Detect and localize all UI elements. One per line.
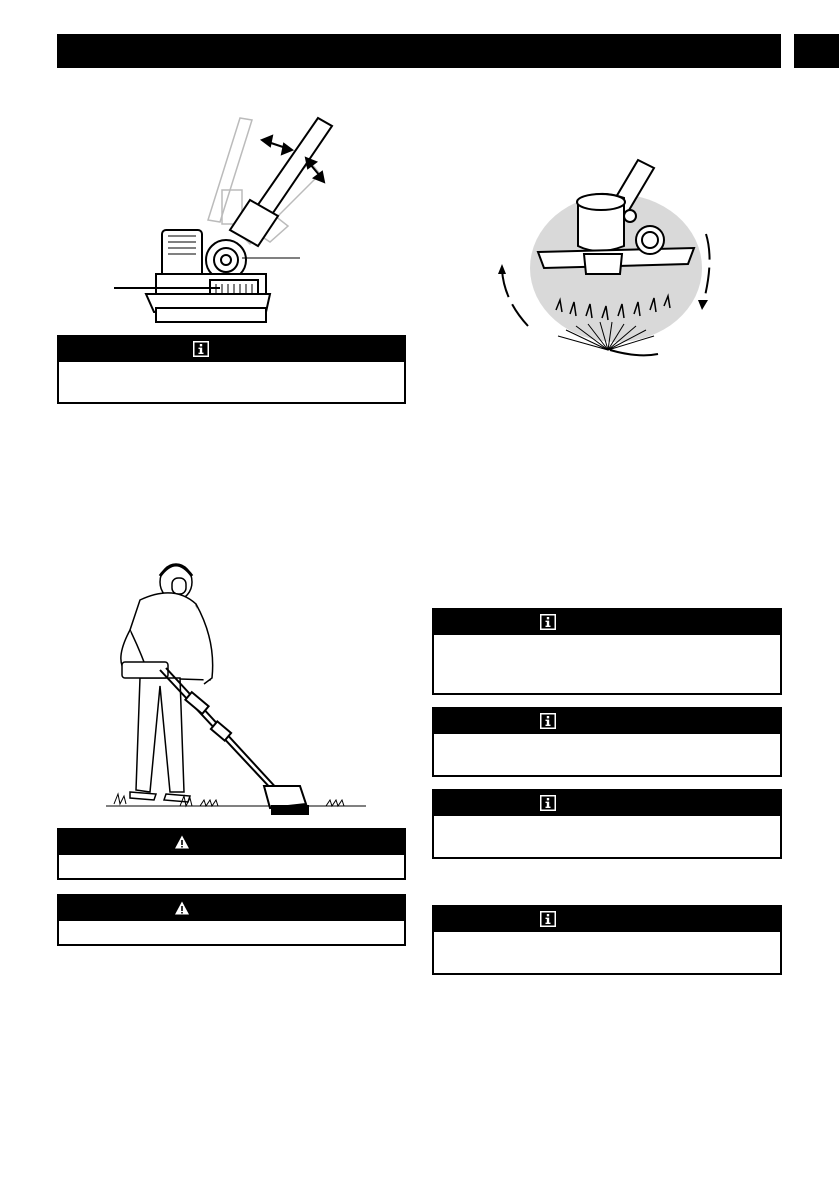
header-bar: [57, 34, 781, 68]
warning-notice-1: [57, 828, 406, 880]
notice-header: [434, 709, 780, 734]
notice-header: [434, 610, 780, 635]
info-icon: [540, 614, 556, 630]
info-notice-3: [432, 707, 782, 777]
notice-header: [434, 907, 780, 932]
operator-illustration: [100, 560, 370, 818]
warning-triangle-icon: [174, 900, 190, 916]
page-tab: [794, 34, 839, 68]
head-angle-illustration: [110, 112, 350, 330]
notice-header: [59, 830, 404, 855]
notice-header: [59, 896, 404, 921]
info-icon: [540, 795, 556, 811]
info-notice-4: [432, 789, 782, 859]
cutting-head-illustration: [498, 150, 728, 362]
info-icon: [540, 713, 556, 729]
info-notice-1: [57, 335, 406, 404]
info-icon: [193, 341, 209, 357]
notice-header: [59, 337, 404, 362]
info-notice-2: [432, 608, 782, 695]
info-icon: [540, 911, 556, 927]
info-notice-5: [432, 905, 782, 975]
notice-header: [434, 791, 780, 816]
warning-triangle-icon: [174, 834, 190, 850]
warning-notice-2: [57, 894, 406, 946]
